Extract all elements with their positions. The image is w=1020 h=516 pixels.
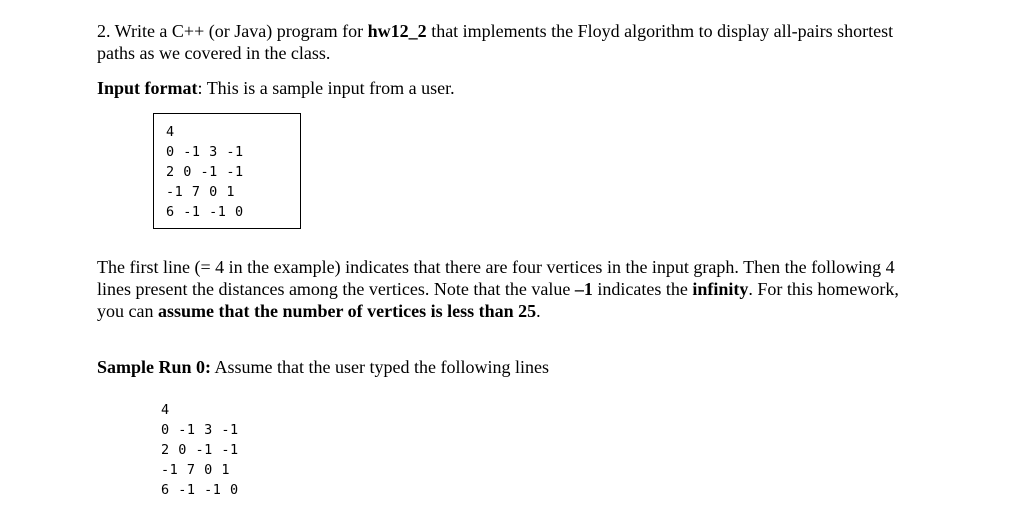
sample-input-box — [153, 113, 301, 229]
sample-input-line: 0 -1 3 -1 — [166, 144, 244, 160]
desc-part2: indicates the — [592, 279, 693, 299]
intro-prefix: 2. Write a C++ (or Java) program for — [97, 21, 368, 41]
input-format-label: Input format — [97, 78, 198, 98]
desc-part1: The first line (= 4 in the example) indicates that there are four vertices in the input graph. Then the following 4 lines present the distances among the vertices. Note that the value — [97, 257, 895, 299]
intro-suffix: that implements the Floyd algorithm to display all-pairs shortest paths as we covered in the class. — [97, 21, 894, 63]
sample-input-line: 4 — [166, 124, 175, 140]
sample-run-line: 4 — [161, 402, 170, 418]
input-format-text: : This is a sample input from a user. — [197, 78, 455, 98]
desc-bold-infinity: infinity — [692, 279, 749, 299]
sample-run-line: 6 -1 -1 0 — [161, 482, 239, 498]
desc-part3: . For this homework, you can — [97, 279, 899, 321]
sample-input-line: -1 7 0 1 — [166, 184, 236, 200]
sample-run-line: 0 -1 3 -1 — [161, 422, 239, 438]
sample-input-line: 2 0 -1 -1 — [166, 164, 244, 180]
input-description — [97, 256, 927, 322]
sample-run-input — [161, 400, 239, 500]
homework-id: hw12_2 — [367, 21, 427, 41]
desc-part4: . — [536, 301, 541, 321]
sample-run-line: -1 7 0 1 — [161, 462, 231, 478]
desc-bold-assume: assume that the number of vertices is less than 25 — [157, 301, 537, 321]
sample-run-line: 2 0 -1 -1 — [161, 442, 239, 458]
sample-run-label: Sample Run 0: — [97, 357, 212, 377]
sample-input-line: 6 -1 -1 0 — [166, 204, 244, 220]
desc-bold-value: –1 — [574, 279, 593, 299]
sample-run-text: Assume that the user typed the following lines — [211, 357, 549, 377]
problem-statement — [97, 20, 917, 64]
input-format-heading — [97, 77, 917, 99]
sample-run-heading — [97, 356, 917, 378]
